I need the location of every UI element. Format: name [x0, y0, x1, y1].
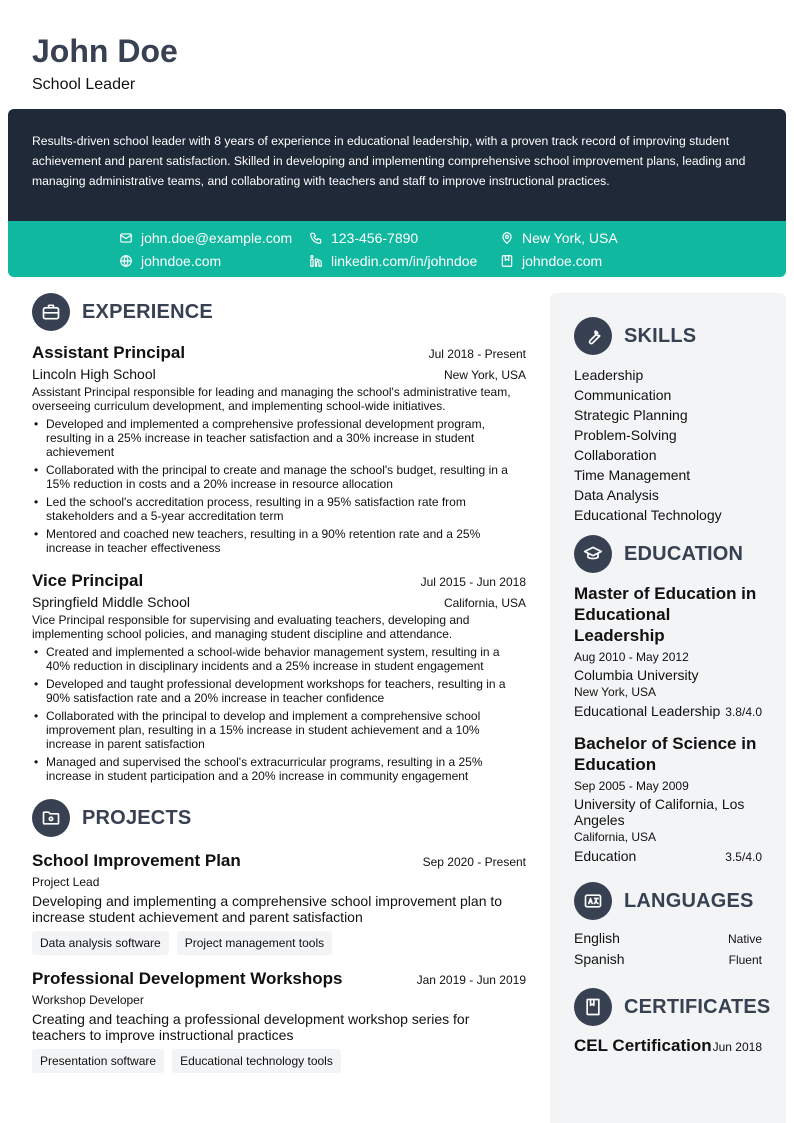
- mail-icon: [119, 231, 133, 245]
- map-pin-icon: [500, 231, 514, 245]
- job-bullet: • Developed and implemented a comprehensive professional development program, resulting in a 25% increase in teacher satisfaction and a 30% increase in student achievement: [32, 417, 526, 459]
- job-bullet: • Led the school's accreditation process, resulting in a 95% satisfaction rate from stakeholders and a 5-year accreditation term: [32, 495, 526, 523]
- job-bullet: • Collaborated with the principal to develop and implement a comprehensive school improvement plan, resulting in a 15% increase in student achievement and a 10% increase in parent satisfaction: [32, 709, 526, 751]
- project-role: Project Lead: [32, 875, 100, 889]
- job-company: Springfield Middle School: [32, 594, 190, 610]
- skill-item: Collaboration: [574, 447, 657, 463]
- contact-website-text: johndoe.com: [141, 253, 222, 269]
- job-entry: [32, 343, 526, 555]
- person-title: School Leader: [32, 76, 136, 93]
- contact-location-text: New York, USA: [522, 230, 618, 246]
- edu-degree: Master of Education in Educational Leadership: [574, 584, 757, 645]
- job-bullet: • Collaborated with the principal to create and manage the school's budget, resulting in a 15% reduction in costs and a 20% increase in resource allocation: [32, 463, 526, 491]
- contact-band: [8, 221, 786, 277]
- job-location: New York, USA: [443, 368, 526, 382]
- project-tag: Presentation software: [32, 1049, 164, 1073]
- phone-icon: [309, 231, 323, 245]
- project-date: Jan 2019 - Jun 2019: [416, 973, 526, 987]
- edu-location: New York, USA: [574, 685, 657, 699]
- contact-linkedin-text: linkedin.com/in/johndoe: [331, 253, 478, 269]
- edu-date: Sep 2005 - May 2009: [574, 779, 689, 793]
- skills-heading: [574, 317, 762, 355]
- job-description: Assistant Principal responsible for leading and managing the school's administrative team, overseeing curriculum development, and implementing school-wide initiatives.: [32, 385, 511, 413]
- certificate-name: CEL Certification: [574, 1036, 712, 1055]
- edu-date: Aug 2010 - May 2012: [574, 650, 689, 664]
- project-title: Professional Development Workshops: [32, 969, 343, 988]
- job-company: Lincoln High School: [32, 366, 156, 382]
- certificate-item: [574, 1036, 762, 1056]
- skills-list: [574, 365, 762, 525]
- linkedin-icon: [309, 254, 323, 268]
- job-location: California, USA: [443, 596, 526, 610]
- language-level: Fluent: [728, 953, 762, 967]
- skill-item: Leadership: [574, 367, 644, 383]
- job-title: Assistant Principal: [32, 343, 186, 362]
- edu-degree: Bachelor of Science in Education: [574, 734, 757, 774]
- contact-linkedin[interactable]: [309, 252, 477, 270]
- job-date: Jul 2018 - Present: [428, 347, 526, 361]
- job-bullet: • Developed and taught professional development workshops for teachers, resulting in a 90% satisfaction rate and a 20% increase in teacher confidence: [32, 677, 526, 705]
- skill-item: Communication: [574, 387, 672, 403]
- education-title: EDUCATION: [624, 542, 744, 565]
- skills-title: SKILLS: [624, 324, 697, 347]
- contact-website[interactable]: [119, 252, 221, 270]
- job-bullets: [32, 645, 526, 783]
- project-tag: Educational technology tools: [172, 1049, 341, 1073]
- project-tags: [32, 1049, 526, 1073]
- edu-field: Educational Leadership: [574, 703, 721, 719]
- resume-header: [32, 34, 178, 94]
- project-entry: [32, 969, 526, 1073]
- project-title: School Improvement Plan: [32, 851, 241, 870]
- edu-field: Education: [574, 848, 637, 864]
- edu-school: Columbia University: [574, 667, 699, 683]
- job-entry: [32, 571, 526, 783]
- job-title: Vice Principal: [32, 571, 144, 590]
- wrench-icon: [574, 317, 612, 355]
- main-column: [32, 293, 526, 1073]
- skill-item: Strategic Planning: [574, 407, 688, 423]
- translate-icon: [574, 882, 612, 920]
- education-entry: [574, 733, 762, 864]
- project-tag: Project management tools: [177, 931, 332, 955]
- contact-portfolio-text: johndoe.com: [522, 253, 603, 269]
- languages-list: [574, 928, 762, 970]
- graduation-cap-icon: [574, 535, 612, 573]
- briefcase-icon: [32, 293, 70, 331]
- education-heading: [574, 535, 762, 573]
- job-bullet: • Mentored and coached new teachers, resulting in a 90% retention rate and a 25% increase in teacher effectiveness: [32, 527, 526, 555]
- sidebar-column: [550, 293, 786, 1123]
- language-name: English: [574, 930, 620, 946]
- language-item: [574, 949, 762, 970]
- certificate-book-icon: [574, 988, 612, 1026]
- summary-band: [8, 109, 786, 221]
- experience-title: EXPERIENCE: [82, 300, 213, 323]
- project-tag: Data analysis software: [32, 931, 169, 955]
- language-level: Native: [727, 932, 762, 946]
- skill-item: Data Analysis: [574, 487, 659, 503]
- certificates-heading: [574, 988, 771, 1026]
- education-entry: [574, 583, 762, 719]
- projects-heading: [32, 799, 526, 837]
- contact-phone-text: 123-456-7890: [331, 230, 419, 246]
- certificates-title: CERTIFICATES: [624, 995, 771, 1018]
- folder-icon: [32, 799, 70, 837]
- project-date: Sep 2020 - Present: [422, 855, 526, 869]
- edu-location: California, USA: [574, 830, 657, 844]
- bookmark-icon: [500, 254, 514, 268]
- job-date: Jul 2015 - Jun 2018: [420, 575, 526, 589]
- job-bullet: • Created and implemented a school-wide behavior management system, resulting in a 40% reduction in disciplinary incidents and a 25% increase in student engagement: [32, 645, 526, 673]
- contact-location: [500, 229, 618, 247]
- projects-title: PROJECTS: [82, 806, 192, 829]
- project-entry: [32, 851, 526, 955]
- skill-item: Problem-Solving: [574, 427, 677, 443]
- project-description: Developing and implementing a comprehensive school improvement plan to increase student achievement and parent satisfaction: [32, 893, 503, 925]
- skill-item: Time Management: [574, 467, 691, 483]
- skill-item: Educational Technology: [574, 507, 722, 523]
- experience-heading: [32, 293, 526, 331]
- languages-title: LANGUAGES: [624, 889, 754, 912]
- language-name: Spanish: [574, 951, 625, 967]
- summary-text: Results-driven school leader with 8 years of experience in educational leadership, with a proven track record of improving student achievement and parent satisfaction. Skilled in developing and implementing comprehensive school improvement plans, leading and managing administrative teams, and collaborating with teachers and staff to improve instructional practices.: [32, 134, 746, 188]
- edu-school: University of California, Los Angeles: [574, 796, 745, 828]
- project-description: Creating and teaching a professional development workshop series for teachers to improve instructional practices: [32, 1011, 470, 1043]
- edu-gpa: 3.8/4.0: [725, 705, 762, 719]
- languages-heading: [574, 882, 762, 920]
- globe-icon: [119, 254, 133, 268]
- project-role: Workshop Developer: [32, 993, 144, 1007]
- contact-portfolio[interactable]: [500, 252, 602, 270]
- person-name: John Doe: [32, 33, 178, 69]
- contact-email[interactable]: [119, 229, 292, 247]
- edu-gpa: 3.5/4.0: [725, 850, 762, 864]
- contact-phone[interactable]: [309, 229, 418, 247]
- project-tags: [32, 931, 526, 955]
- job-bullets: [32, 417, 526, 555]
- job-description: Vice Principal responsible for supervising and evaluating teachers, developing and implementing school policies, and managing student discipline and attendance.: [32, 613, 470, 641]
- language-item: [574, 928, 762, 949]
- certificate-date: Jun 2018: [712, 1040, 762, 1054]
- contact-email-text: john.doe@example.com: [141, 230, 293, 246]
- job-bullet: • Managed and supervised the school's extracurricular programs, resulting in a 25% increase in student participation and a 20% increase in community engagement: [32, 755, 526, 783]
